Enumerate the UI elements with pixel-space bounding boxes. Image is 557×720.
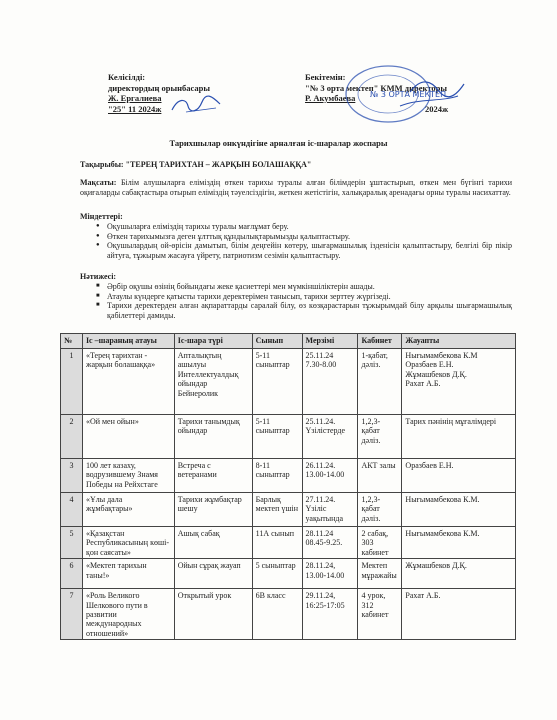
cell-responsible: Нығымамбекова К.М. — [402, 527, 516, 559]
tasks-list-container — [94, 222, 512, 260]
cell-room: Мектеп мұражайы — [358, 559, 402, 589]
cell-event-type: Тарихи жұмбақтар шешу — [174, 493, 252, 527]
cell-responsible: Рахат А.Б. — [402, 589, 516, 640]
cell-responsible: Нығымамбекова К.М Оразбаев Е.Н. Жұмашбеков Д.Қ. Рахат А.Б. — [402, 349, 516, 415]
cell-grade: 6В класс — [252, 589, 302, 640]
seal-text: № 3 ОРТА МЕКТЕП — [370, 90, 447, 99]
cell-event-name: «Роль Великого Шелкового пути в развитии международных отношений» — [82, 589, 174, 640]
header-responsible: Жауапты — [402, 334, 516, 349]
table-row — [61, 415, 516, 459]
cell-room: 1,2,3-қабат дәліз. — [358, 493, 402, 527]
cell-event-type: Ойын сұрақ жауап — [174, 559, 252, 589]
cell-room: 1-қабат, дәліз. — [358, 349, 402, 415]
header-date: Мерзімі — [302, 334, 358, 349]
cell-grade: 5 сыныптар — [252, 559, 302, 589]
approval-right-heading: Бекітемін: — [305, 72, 346, 82]
tasks-label: Міндеттері: — [80, 212, 123, 221]
cell-date: 28.11.24, 13.00-14.00 — [302, 559, 358, 589]
approval-left-position: директордың орынбасары — [108, 82, 210, 93]
cell-event-type: Ашық сабақ — [174, 527, 252, 559]
cell-event-type: Встреча с ветеранами — [174, 459, 252, 493]
task-item: ● Өткен тарихымызға деген ұлттық құндылықтарымызды қалыптастыру. — [107, 232, 512, 242]
document-title: Тарихшылар онкүндігіне арналған іс-шаралар жоспары — [169, 138, 388, 148]
cell-date: 25.11.24. Үзілістерде — [302, 415, 358, 459]
row-number: 1 — [61, 349, 83, 415]
row-number: 5 — [61, 527, 83, 559]
cell-event-name: «Мектеп тарихын таны!» — [82, 559, 174, 589]
cell-event-type: Апталықтың ашылуы Интеллектуалдық ойындар Бейнеролик — [174, 349, 252, 415]
cell-room: АКТ залы — [358, 459, 402, 493]
cell-grade: 5-11 сыныптар — [252, 349, 302, 415]
topic-line — [80, 160, 500, 170]
header-event-type: Іс-шара түрі — [174, 334, 252, 349]
cell-grade: Барлық мектеп үшін — [252, 493, 302, 527]
goal-paragraph — [80, 178, 512, 197]
task-item: ● Оқушылардың ой-өрісін дамытып, білім деңгейін көтеру, шығармашылық ізденісін қалыптастыру, белгілі бір пікір айтуға, тұжырым жасауға үйрету, патриотизм сезімін қалыптастыру. — [107, 241, 512, 260]
cell-date: 28.11.24 08.45-9.25. — [302, 527, 358, 559]
table-row — [61, 527, 516, 559]
table-row — [61, 493, 516, 527]
official-seal-stamp — [340, 62, 470, 126]
topic-value: "ТЕРЕҢ ТАРИХТАН – ЖАРҚЫН БОЛАШАҚҚА" — [125, 160, 312, 169]
cell-room: 1,2,3-қабат дәліз. — [358, 415, 402, 459]
table-row — [61, 459, 516, 493]
cell-responsible: Нығымамбекова К.М. — [402, 493, 516, 527]
table-row — [61, 589, 516, 640]
cell-event-name: «Терең тарихтан - жарқын болашаққа» — [82, 349, 174, 415]
header-room: Кабинет — [358, 334, 402, 349]
cell-event-name: «Ұлы дала жұмбақтары» — [82, 493, 174, 527]
header-event-name: Іс –шараның атауы — [82, 334, 174, 349]
cell-date: 26.11.24. 13.00-14.00 — [302, 459, 358, 493]
goal-text: Білім алушыларға еліміздің өткен тарихы туралы алған білімдерін ұштастырып, өткен мен бүгінгі тарихи оқиғаларды сабақтастыра отырып еліміздің тәуелсіздігін, жеткен жетістігін, халықаралық аренадағы орны туралы насихаттау. — [80, 178, 513, 197]
row-number: 2 — [61, 415, 83, 459]
left-signature — [168, 92, 228, 118]
approval-left-name: Ж. Ергалиева — [108, 93, 162, 103]
cell-date: 27.11.24. Үзіліс уақытында — [302, 493, 358, 527]
cell-room: 2 сабақ, 303 кабинет — [358, 527, 402, 559]
row-number: 6 — [61, 559, 83, 589]
topic-label: Тақырыбы: — [80, 160, 124, 169]
result-item: ■ Атаулы күндерге қатысты тарихи деректерімен танысып, тарихи зерттеу жүргізеді. — [107, 292, 512, 302]
cell-event-type: Тарихи танымдық ойындар — [174, 415, 252, 459]
row-number: 7 — [61, 589, 83, 640]
events-table — [60, 333, 516, 640]
results-label: Нәтижесі: — [80, 272, 117, 281]
cell-grade: 5-11 сыныптар — [252, 415, 302, 459]
header-grade: Сынып — [252, 334, 302, 349]
row-number: 4 — [61, 493, 83, 527]
approval-right-name: Р. Акумбаева — [305, 93, 356, 103]
cell-grade: 11А сынып — [252, 527, 302, 559]
goal-label: Мақсаты: — [80, 178, 117, 187]
results-list-container — [94, 282, 512, 320]
result-item: ■ Әрбір оқушы өзінің бойындағы жеке қасиеттері мен мүмкіншіліктерін ашады. — [107, 282, 512, 292]
cell-date: 29.11.24, 16:25-17:05 — [302, 589, 358, 640]
cell-grade: 8-11 сыныптар — [252, 459, 302, 493]
approval-right-position: "№ 3 орта мектеп" КММ директоры — [305, 82, 448, 93]
cell-date: 25.11.24 7.30-8.00 — [302, 349, 358, 415]
cell-event-name: «Ой мен ойын» — [82, 415, 174, 459]
approval-left-heading: Келісілді: — [108, 72, 146, 82]
cell-responsible: Оразбаев Е.Н. — [402, 459, 516, 493]
approval-right-date: 2024ж — [425, 103, 449, 114]
cell-room: 4 урок, 312 кабинет — [358, 589, 402, 640]
result-item: ■ Тарихи деректерден алған ақпараттарды саралай білу, өз көзқарастарын тұжырымдай білу арқылы шығармашылық қабілеттері дамиды. — [107, 301, 512, 320]
cell-event-type: Открытый урок — [174, 589, 252, 640]
table-row — [61, 349, 516, 415]
cell-responsible: Тарих пәнінің мұғалімдері — [402, 415, 516, 459]
cell-event-name: 100 лет казаху, водрузившему Знамя Победы на Рейхстаге — [82, 459, 174, 493]
row-number: 3 — [61, 459, 83, 493]
cell-responsible: Жұмашбеков Д.Қ. — [402, 559, 516, 589]
approval-left-date: "25" 11 2024ж — [108, 103, 162, 114]
table-header-row — [61, 334, 516, 349]
task-item: ● Оқушыларға еліміздің тарихы туралы мағлұмат беру. — [107, 222, 512, 232]
cell-event-name: «Қазақстан Республикасының көші-қон саясаты» — [82, 527, 174, 559]
header-number: № — [61, 334, 83, 349]
table-row — [61, 559, 516, 589]
